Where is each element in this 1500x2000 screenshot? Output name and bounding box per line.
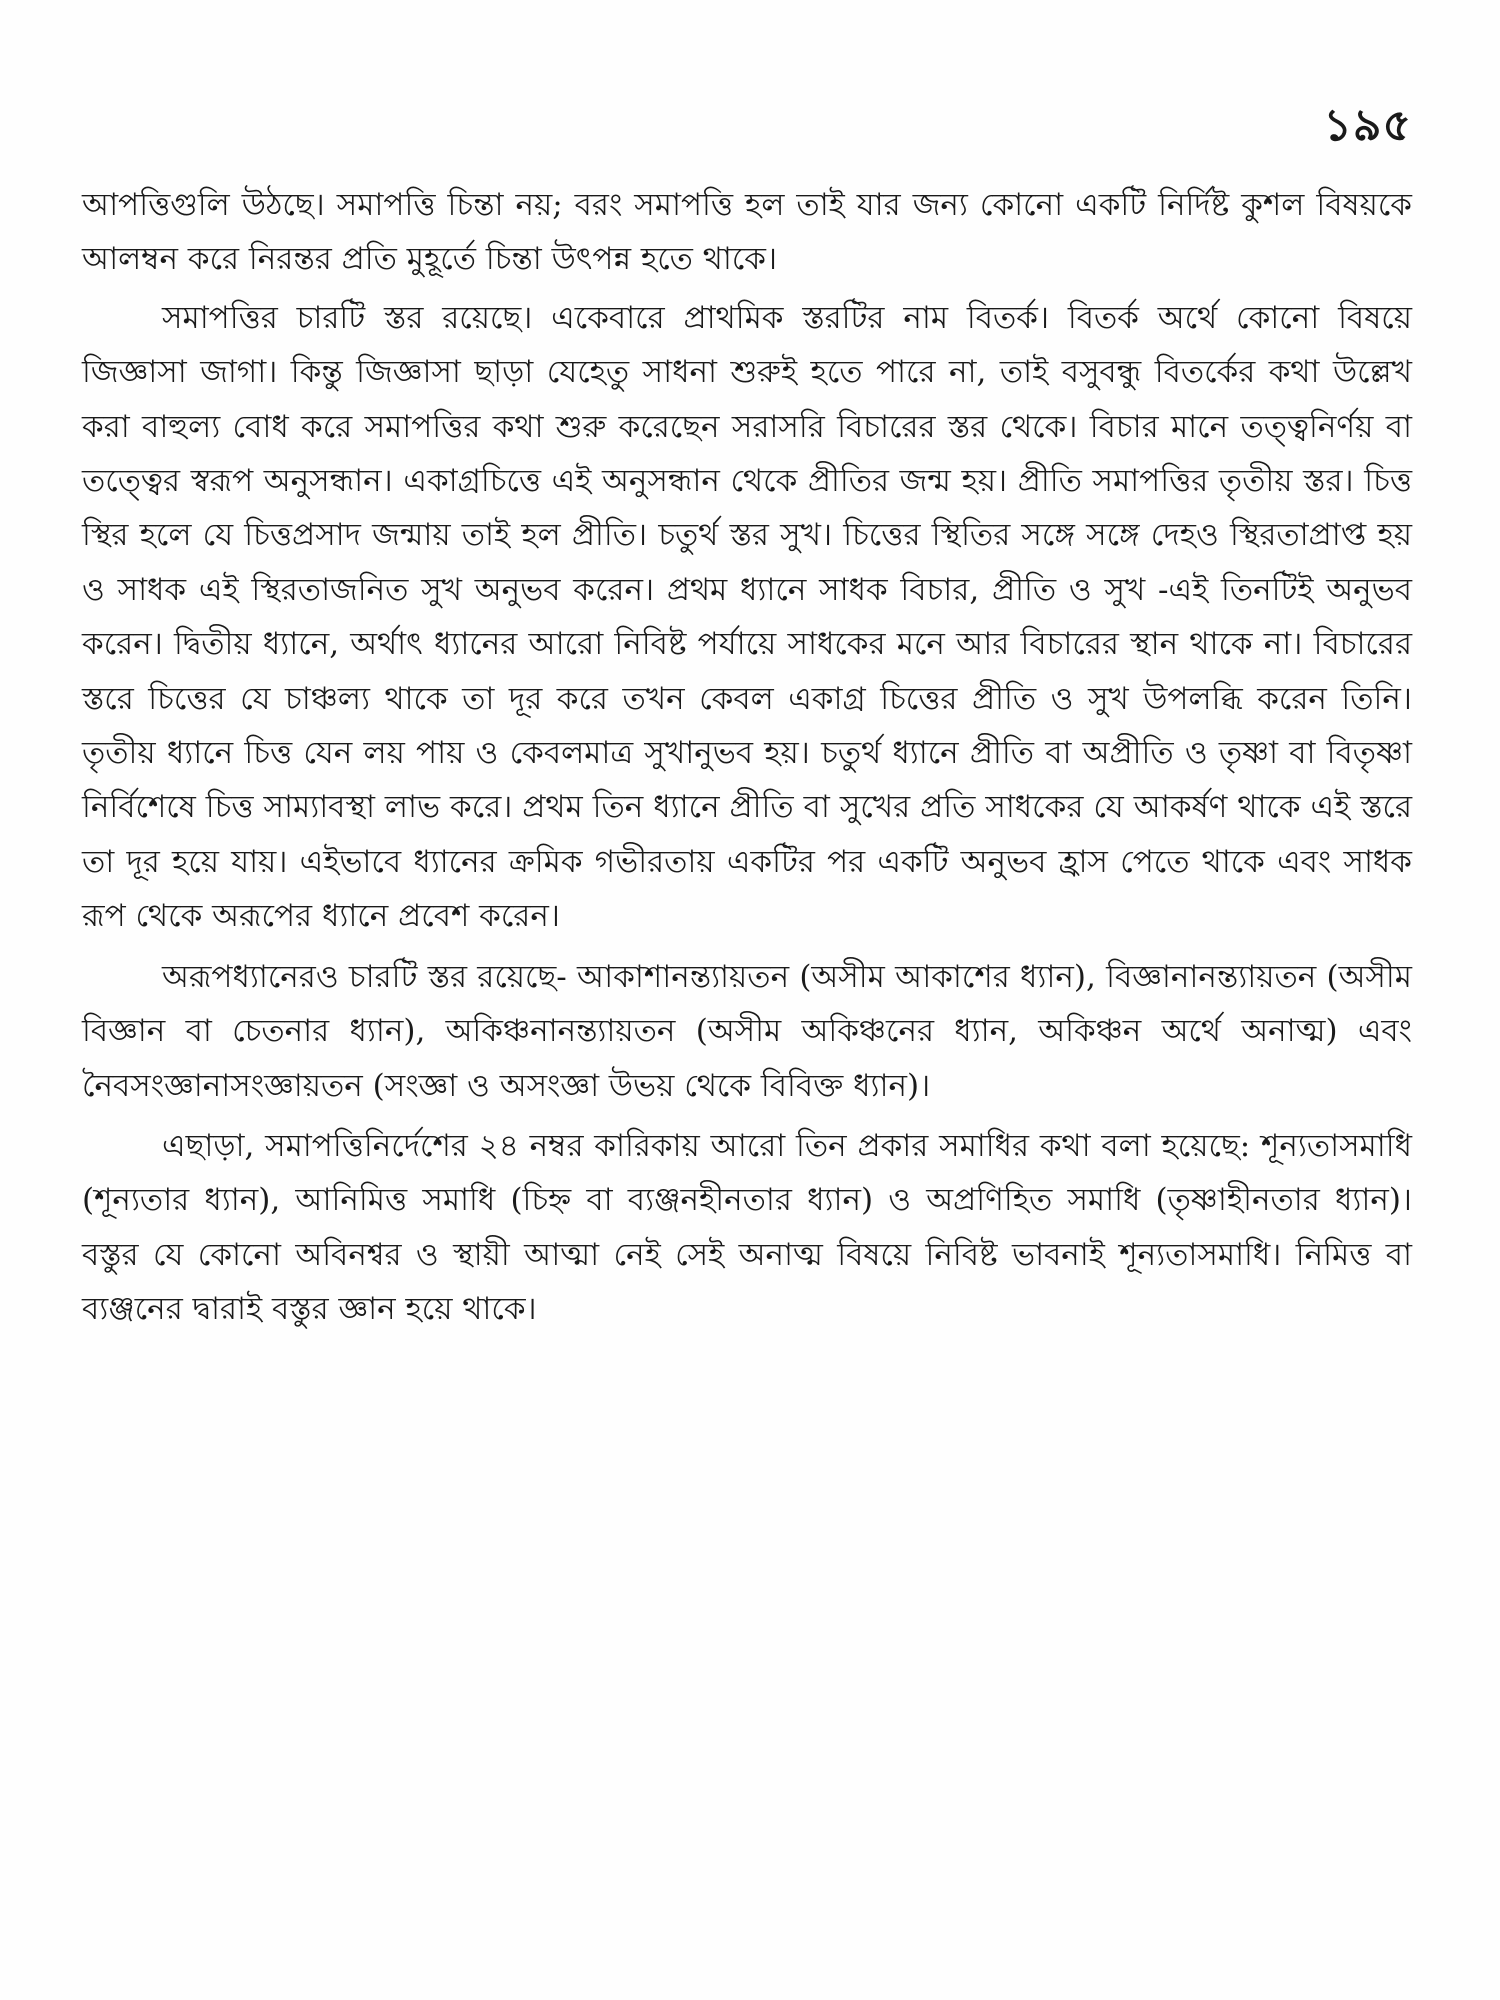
paragraph-1: আপত্তিগুলি উঠছে। সমাপত্তি চিন্তা নয়; বরং সমাপত্তি হল তাই যার জন্য কোনো একটি নির্দিষ্ট কুশল বিষয়কে আলম্বন করে নিরন্তর প্রতি মুহূর্তে চিন্তা উৎপন্ন হতে থাকে। (82, 187, 1412, 278)
paragraph-4: এছাড়া, সমাপত্তিনির্দেশের ২৪ নম্বর কারিকায় আরো তিন প্রকার সমাধির কথা বলা হয়েছে: শূন্যতাসমাধি (শূন্যতার ধ্যান), আনিমিত্ত সমাধি (চিহ্ন বা ব্যঞ্জনহীনতার ধ্যান) ও অপ্রণিহিত সমাধি (তৃষ্ণাহীনতার ধ্যান)। বস্তুর যে কোনো অবিনশ্বর ও স্থায়ী আত্মা নেই সেই অনাত্ম বিষয়ে নিবিষ্ট ভাবনাই শূন্যতাসমাধি। নিমিত্ত বা ব্যঞ্জনের দ্বারাই বস্তুর জ্ঞান হয়ে থাকে। (82, 1127, 1412, 1328)
page-number: ১৯৫ (1323, 100, 1412, 151)
paragraph-3: অরূপধ্যানেরও চারটি স্তর রয়েছে- আকাশানন্ত্যায়তন (অসীম আকাশের ধ্যান), বিজ্ঞানানন্ত্যায়তন (অসীম বিজ্ঞান বা চেতনার ধ্যান), অকিঞ্চনানন্ত্যায়তন (অসীম অকিঞ্চনের ধ্যান, অকিঞ্চন অর্থে অনাত্ম) এবং নৈবসংজ্ঞানাসংজ্ঞায়তন (সংজ্ঞা ও অসংজ্ঞা উভয় থেকে বিবিক্ত ধ্যান)। (82, 958, 1412, 1104)
paragraph-2: সমাপত্তির চারটি স্তর রয়েছে। একেবারে প্রাথমিক স্তরটির নাম বিতর্ক। বিতর্ক অর্থে কোনো বিষয়ে জিজ্ঞাসা জাগা। কিন্তু জিজ্ঞাসা ছাড়া যেহেতু সাধনা শুরুই হতে পারে না, তাই বসুবন্ধু বিতর্কের কথা উল্লেখ করা বাহুল্য বোধ করে সমাপত্তির কথা শুরু করেছেন সরাসরি বিচারের স্তর থেকে। বিচার মানে তত্ত্বনির্ণয় বা তত্ত্বের স্বরূপ অনুসন্ধান। একাগ্রচিত্তে এই অনুসন্ধান থেকে প্রীতির জন্ম হয়। প্রীতি সমাপত্তির তৃতীয় স্তর। চিত্ত স্থির হলে যে চিত্তপ্রসাদ জন্মায় তাই হল প্রীতি। চতুর্থ স্তর সুখ। চিত্তের স্থিতির সঙ্গে সঙ্গে দেহও স্থিরতাপ্রাপ্ত হয় ও সাধক এই স্থিরতাজনিত সুখ অনুভব করেন। প্রথম ধ্যানে সাধক বিচার, প্রীতি ও সুখ -এই তিনটিই অনুভব করেন। দ্বিতীয় ধ্যানে, অর্থাৎ ধ্যানের আরো নিবিষ্ট পর্যায়ে সাধকের মনে আর বিচারের স্থান থাকে না। বিচারের স্তরে চিত্তের যে চাঞ্চল্য থাকে তা দূর করে তখন কেবল একাগ্র চিত্তের প্রীতি ও সুখ উপলব্ধি করেন তিনি। তৃতীয় ধ্যানে চিত্ত যেন লয় পায় ও কেবলমাত্র সুখানুভব হয়। চতুর্থ ধ্যানে প্রীতি বা অপ্রীতি ও তৃষ্ণা বা বিতৃষ্ণা নির্বিশেষে চিত্ত সাম্যাবস্থা লাভ করে। প্রথম তিন ধ্যানে প্রীতি বা সুখের প্রতি সাধকের যে আকর্ষণ থাকে এই স্তরে তা দূর হয়ে যায়। এইভাবে ধ্যানের ক্রমিক গভীরতায় একটির পর একটি অনুভব হ্রাস পেতে থাকে এবং সাধক রূপ থেকে অরূপের ধ্যানে প্রবেশ করেন। (82, 299, 1412, 935)
body-text (82, 178, 1412, 1341)
